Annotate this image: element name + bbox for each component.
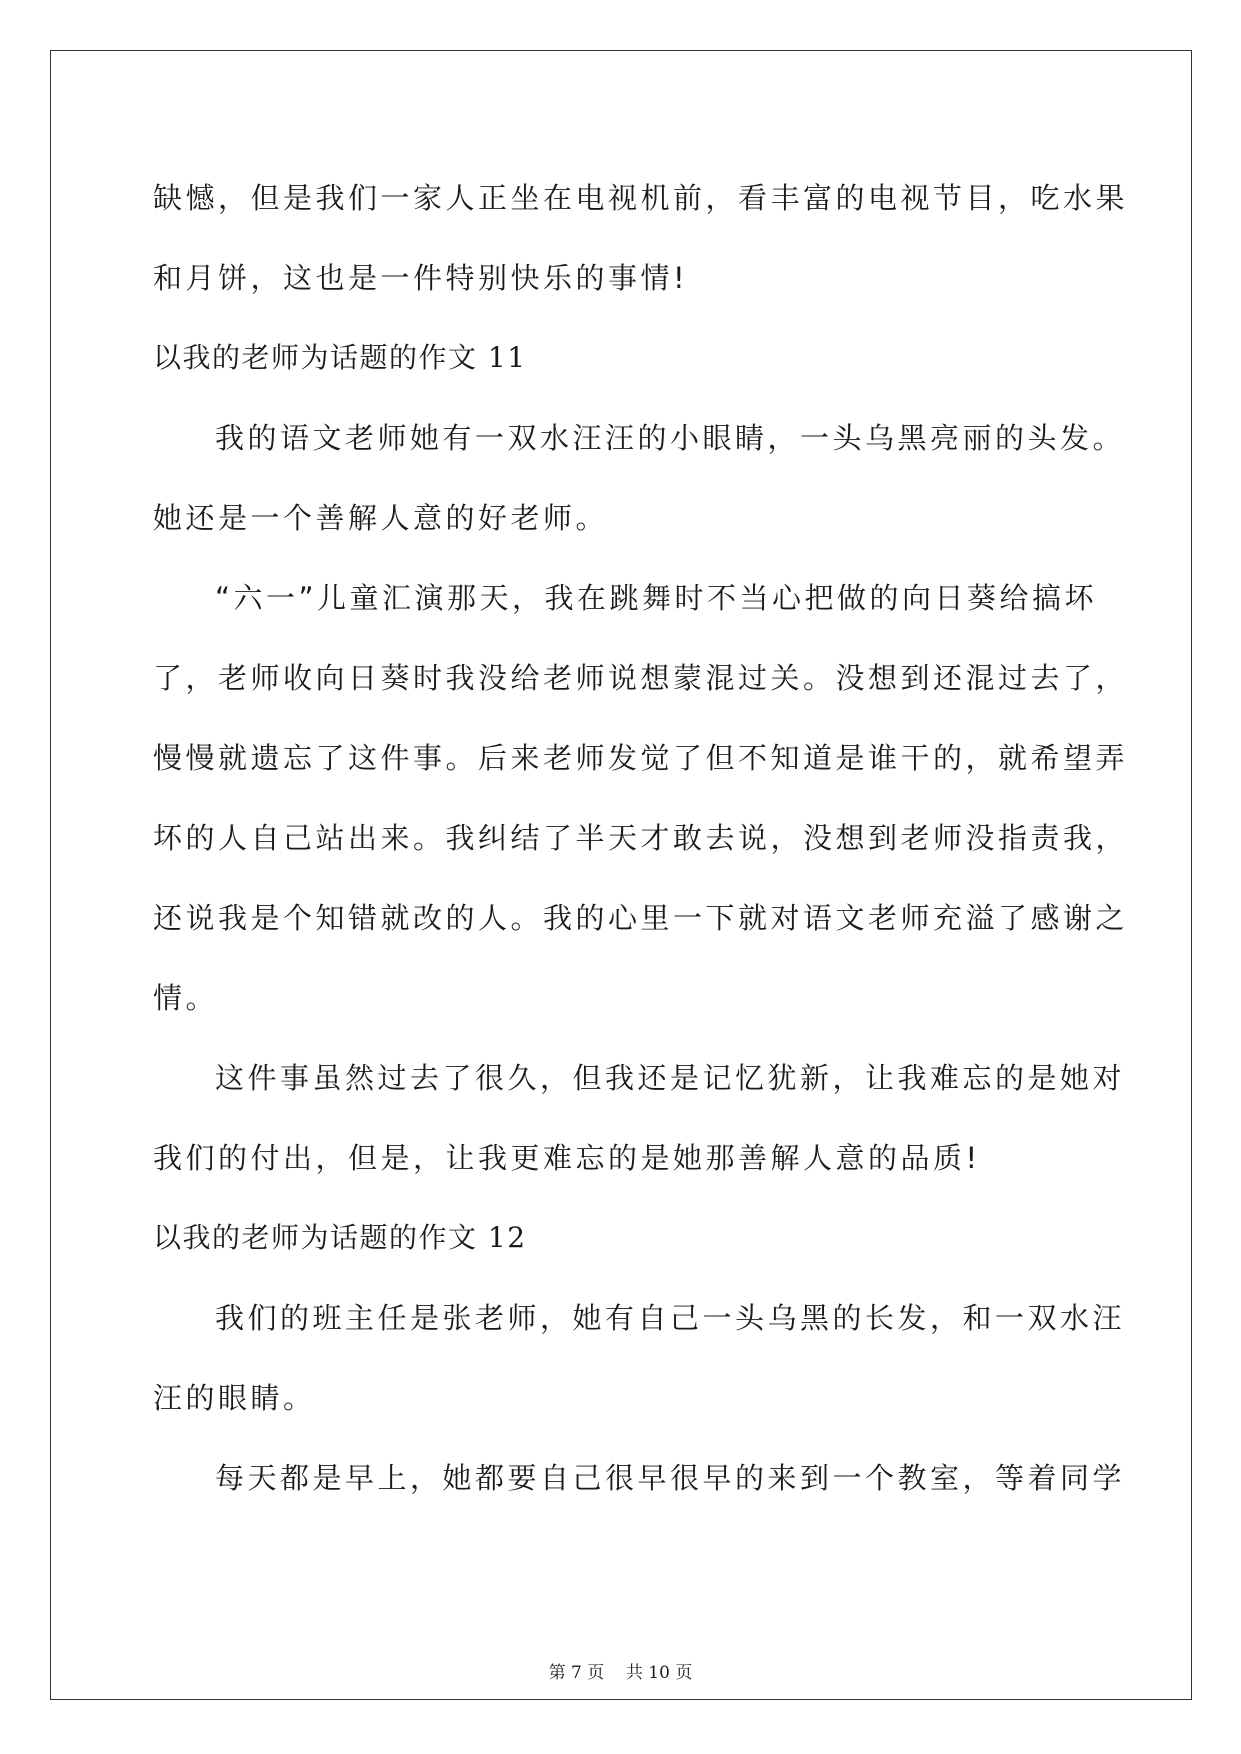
page-footer [0, 1658, 1241, 1683]
text-line: 我们的班主任是张老师，她有自己一头乌黑的长发，和一双水汪 [215, 1301, 1126, 1335]
text-line: 每天都是早上，她都要自己很早很早的来到一个教室，等着同学 [215, 1461, 1126, 1495]
section-heading: 以我的老师为话题的作文 12 [153, 1221, 527, 1254]
text-line: 我们的付出，但是，让我更难忘的是她那善解人意的品质! [153, 1141, 981, 1175]
text-line: 汪的眼睛。 [153, 1381, 316, 1415]
text-line: 还说我是个知错就改的人。我的心里一下就对语文老师充溢了感谢之 [153, 901, 1129, 935]
text-line: 慢慢就遗忘了这件事。后来老师发觉了但不知道是谁干的，就希望弄 [153, 741, 1129, 775]
text-line: 了，老师收向日葵时我没给老师说想蒙混过关。没想到还混过去了， [153, 661, 1129, 695]
text-line: “六一”儿童汇演那天，我在跳舞时不当心把做的向日葵给搞坏 [215, 581, 1098, 615]
text-line: 坏的人自己站出来。我纠结了半天才敢去说，没想到老师没指责我， [153, 821, 1129, 855]
page-total: 共 10 页 [625, 1663, 693, 1683]
text-line: 我的语文老师她有一双水汪汪的小眼睛，一头乌黑亮丽的头发。 [215, 421, 1126, 455]
text-line: 她还是一个善解人意的好老师。 [153, 501, 609, 535]
text-line: 和月饼，这也是一件特别快乐的事情! [153, 261, 689, 295]
text-line: 情。 [153, 981, 219, 1015]
document-body [153, 158, 1129, 1518]
section-heading: 以我的老师为话题的作文 11 [153, 341, 527, 374]
text-line: 缺憾，但是我们一家人正坐在电视机前，看丰富的电视节目，吃水果 [153, 181, 1129, 215]
text-line: 这件事虽然过去了很久，但我还是记忆犹新，让我难忘的是她对 [215, 1061, 1126, 1095]
page-number: 第 7 页 [548, 1663, 605, 1683]
